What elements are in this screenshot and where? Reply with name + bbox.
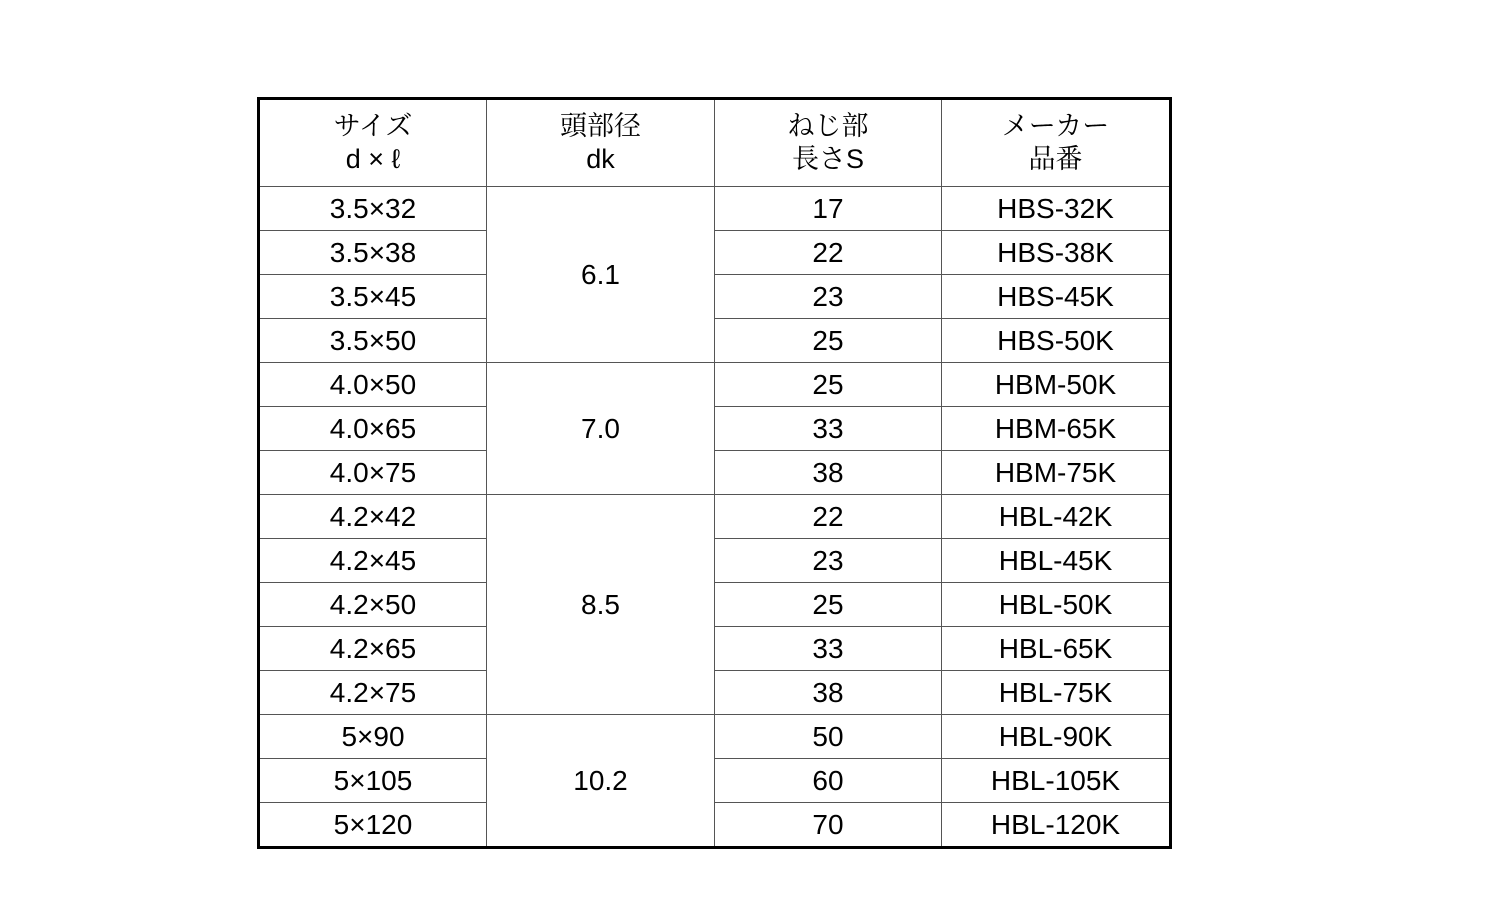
header-head-diameter-line2: dk bbox=[586, 144, 615, 174]
thread-length-cell: 33 bbox=[715, 407, 942, 451]
part-number-cell: HBL-50K bbox=[942, 583, 1171, 627]
table-row bbox=[259, 407, 1171, 451]
header-thread-length-line2: 長さS bbox=[791, 144, 864, 174]
header-size-line2: d × ℓ bbox=[345, 144, 401, 174]
size-cell: 4.2×75 bbox=[259, 671, 487, 715]
table-row bbox=[259, 715, 1171, 759]
table-row bbox=[259, 759, 1171, 803]
header-part-number bbox=[942, 99, 1171, 187]
header-part-number-line2: 品番 bbox=[1028, 144, 1083, 174]
size-cell: 4.2×65 bbox=[259, 627, 487, 671]
head-diameter-cell: 10.2 bbox=[487, 715, 715, 848]
thread-length-cell: 25 bbox=[715, 319, 942, 363]
table-row bbox=[259, 583, 1171, 627]
header-head-diameter bbox=[487, 99, 715, 187]
table-row bbox=[259, 539, 1171, 583]
table-row bbox=[259, 803, 1171, 848]
thread-length-cell: 23 bbox=[715, 275, 942, 319]
part-number-cell: HBS-38K bbox=[942, 231, 1171, 275]
thread-length-cell: 60 bbox=[715, 759, 942, 803]
table-row bbox=[259, 319, 1171, 363]
part-number-cell: HBL-42K bbox=[942, 495, 1171, 539]
thread-length-cell: 22 bbox=[715, 495, 942, 539]
thread-length-cell: 50 bbox=[715, 715, 942, 759]
header-thread-length-line1: ねじ部 bbox=[787, 111, 869, 142]
size-cell: 4.2×50 bbox=[259, 583, 487, 627]
part-number-cell: HBL-90K bbox=[942, 715, 1171, 759]
size-cell: 3.5×50 bbox=[259, 319, 487, 363]
head-diameter-cell: 7.0 bbox=[487, 363, 715, 495]
table-row bbox=[259, 495, 1171, 539]
part-number-cell: HBS-32K bbox=[942, 187, 1171, 231]
part-number-cell: HBS-45K bbox=[942, 275, 1171, 319]
table-row bbox=[259, 231, 1171, 275]
size-cell: 4.0×75 bbox=[259, 451, 487, 495]
size-cell: 4.2×45 bbox=[259, 539, 487, 583]
thread-length-cell: 25 bbox=[715, 363, 942, 407]
table-row bbox=[259, 275, 1171, 319]
part-number-cell: HBM-75K bbox=[942, 451, 1171, 495]
size-cell: 3.5×32 bbox=[259, 187, 487, 231]
size-cell: 3.5×38 bbox=[259, 231, 487, 275]
size-cell: 4.2×42 bbox=[259, 495, 487, 539]
size-cell: 5×105 bbox=[259, 759, 487, 803]
thread-length-cell: 38 bbox=[715, 451, 942, 495]
table-row bbox=[259, 671, 1171, 715]
part-number-cell: HBL-65K bbox=[942, 627, 1171, 671]
size-cell: 5×90 bbox=[259, 715, 487, 759]
header-part-number-line1: メーカー bbox=[1001, 111, 1110, 142]
table-row bbox=[259, 451, 1171, 495]
header-size bbox=[259, 99, 487, 187]
thread-length-cell: 23 bbox=[715, 539, 942, 583]
part-number-cell: HBL-45K bbox=[942, 539, 1171, 583]
part-number-cell: HBM-50K bbox=[942, 363, 1171, 407]
size-cell: 4.0×50 bbox=[259, 363, 487, 407]
table-body bbox=[259, 187, 1171, 848]
table-header bbox=[259, 99, 1171, 187]
part-number-cell: HBM-65K bbox=[942, 407, 1171, 451]
table-row bbox=[259, 363, 1171, 407]
thread-length-cell: 70 bbox=[715, 803, 942, 848]
header-size-line1: サイズ bbox=[333, 111, 413, 142]
thread-length-cell: 38 bbox=[715, 671, 942, 715]
part-number-cell: HBL-75K bbox=[942, 671, 1171, 715]
thread-length-cell: 33 bbox=[715, 627, 942, 671]
size-cell: 4.0×65 bbox=[259, 407, 487, 451]
header-thread-length bbox=[715, 99, 942, 187]
thread-length-cell: 22 bbox=[715, 231, 942, 275]
spec-table bbox=[257, 97, 1172, 849]
table-row bbox=[259, 187, 1171, 231]
part-number-cell: HBL-120K bbox=[942, 803, 1171, 848]
head-diameter-cell: 8.5 bbox=[487, 495, 715, 715]
header-head-diameter-line1: 頭部径 bbox=[560, 111, 641, 142]
size-cell: 3.5×45 bbox=[259, 275, 487, 319]
header-row bbox=[259, 99, 1171, 187]
size-cell: 5×120 bbox=[259, 803, 487, 848]
part-number-cell: HBL-105K bbox=[942, 759, 1171, 803]
part-number-cell: HBS-50K bbox=[942, 319, 1171, 363]
thread-length-cell: 25 bbox=[715, 583, 942, 627]
table-row bbox=[259, 627, 1171, 671]
head-diameter-cell: 6.1 bbox=[487, 187, 715, 363]
thread-length-cell: 17 bbox=[715, 187, 942, 231]
